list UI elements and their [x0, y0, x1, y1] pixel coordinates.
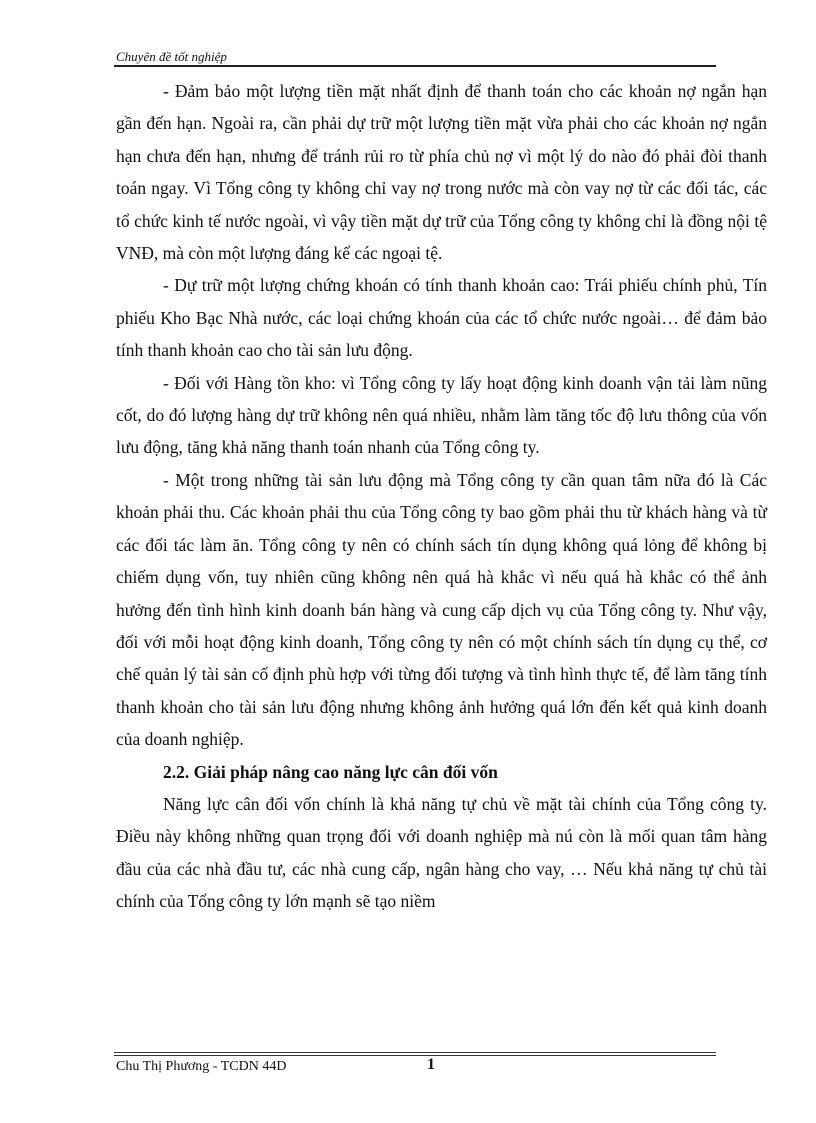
paragraph-securities: - Dự trữ một lượng chứng khoán có tính thanh khoản cao: Trái phiếu chính phủ, Tín phiếu Kho Bạc Nhà nước, các loại chứng khoán của các tổ chức nước ngoài… để đảm bảo tính thanh khoản cao cho tài sản lưu động. — [116, 275, 767, 361]
paragraph-receivables: - Một trong những tài sản lưu động mà Tổng công ty cần quan tâm nữa đó là Các khoản phải thu. Các khoản phải thu của Tổng công ty bao gồm phải thu từ khách hàng và từ các đối tác làm ăn. Tổng công ty nên có chính sách tín dụng không quá lỏng để không bị chiếm dụng vốn, tuy nhiên cũng không nên quá hà khắc vì nếu quá hà khắc có thể ảnh hưởng đến tình hình kinh doanh bán hàng và cung cấp dịch vụ của Tổng công ty. Như vậy, đối với mỗi hoạt động kinh doanh, Tổng công ty nên có một chính sách tín dụng cụ thể, cơ chế quản lý tài sản cố định phù hợp với từng đối tượng và tình hình thực tế, để làm tăng tính thanh khoản cho tài sản lưu động nhưng không ảnh hưởng quá lớn đến kết quả kinh doanh của doanh nghiệp. — [116, 469, 767, 750]
section-heading: 2.2. Giải pháp nâng cao năng lực cân đối vốn — [163, 761, 498, 782]
paragraph-cash-reserve: - Đảm bảo một lượng tiền mặt nhất định để thanh toán cho các khoản nợ ngắn hạn gần đến hạn. Ngoài ra, cần phải dự trữ một lượng tiền mặt vừa phải cho các khoản nợ ngắn hạn chưa đến hạn, nhưng để tránh rủi ro từ phía chủ nợ vì một lý do nào đó phải đòi thanh toán ngay. Vì Tổng công ty không chỉ vay nợ trong nước mà còn vay nợ từ các đối tác, các tổ chức kinh tế nước ngoài, vì vậy tiền mặt dự trữ của Tổng công ty không chỉ là đồng nội tệ VNĐ, mà còn một lượng đáng kể các ngoại tệ. — [116, 81, 767, 264]
footer-divider-top — [114, 1052, 716, 1053]
page-number: 1 — [427, 1056, 435, 1073]
running-header: Chuyên đề tốt nghiệp — [116, 49, 227, 64]
footer-author: Chu Thị Phương - TCDN 44D — [116, 1059, 287, 1074]
paragraph-inventory: - Đối với Hàng tồn kho: vì Tổng công ty lấy hoạt động kinh doanh vận tải làm nũng cốt, do đó lượng hàng dự trữ không nên quá nhiều, nhằm làm tăng tốc độ lưu thông của vốn lưu động, tăng khả năng thanh toán nhanh của Tổng công ty. — [116, 372, 767, 458]
header-divider — [114, 65, 716, 67]
footer-divider-bottom — [114, 1055, 716, 1056]
document-body — [116, 75, 767, 918]
paragraph-capital-balance: Năng lực cân đối vốn chính là khả năng tự chủ về mặt tài chính của Tổng công ty. Điều này không những quan trọng đối với doanh nghiệp mà nú còn là mối quan tâm hàng đầu của các nhà đầu tư, các nhà cung cấp, ngân hàng cho vay, … Nếu khả năng tự chủ tài chính của Tổng công ty lớn mạnh sẽ tạo niềm — [116, 793, 767, 912]
